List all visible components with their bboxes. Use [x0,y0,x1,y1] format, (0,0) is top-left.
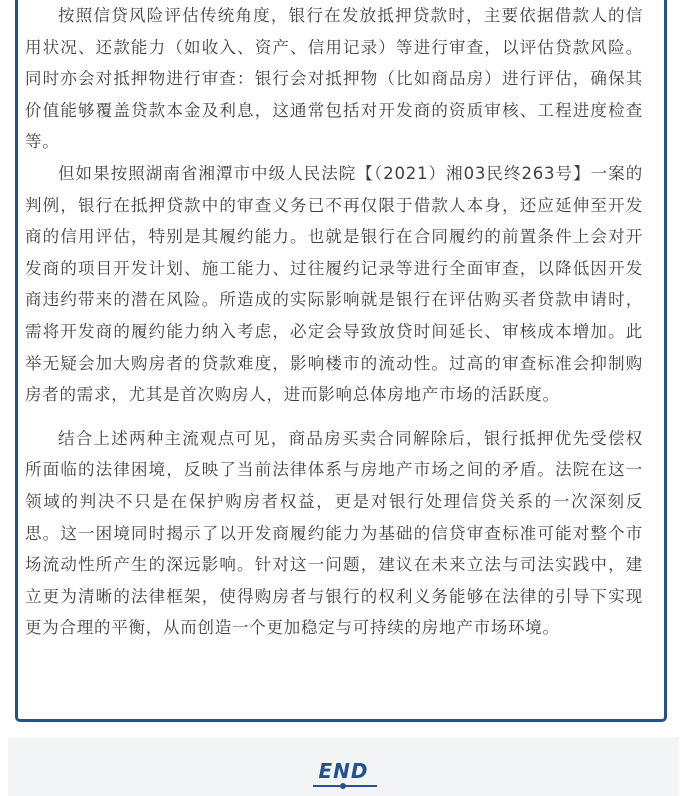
end-label: END [318,759,369,783]
article-body [25,0,643,644]
paragraph-traditional-risk-assessment: 按照信贷风险评估传统角度，银行在发放抵押贷款时，主要依据借款人的信用状况、还款能力（如收入、资产、信用记录）等进行审查，以评估贷款风险。同时亦会对抵押物进行审查：银行会对抵押物（比如商品房）进行评估，确保其价值能够覆盖贷款本金及利息，这通常包括对开发商的资质审核、工程进度检查等。 [25,6,643,152]
end-dot-ornament [340,783,346,789]
paragraph-conclusion: 结合上述两种主流观点可见，商品房买卖合同解除后，银行抵押优先受偿权所面临的法律困境，反映了当前法律体系与房地产市场之间的矛盾。法院在这一领域的判决不只是在保护购房者权益，更是对银行处理信贷关系的一次深刻反思。这一困境同时揭示了以开发商履约能力为基础的信贷审查标准可能对整个市场流动性所产生的深远影响。针对这一问题，建议在未来立法与司法实践中，建立更为清晰的法律框架，使得购房者与银行的权利义务能够在法律的引导下实现更为合理的平衡，从而创造一个更加稳定与可持续的房地产市场环境。 [25,428,643,638]
paragraph-xiangtan-court-case: 但如果按照湖南省湘潭市中级人民法院【（2021）湘03民终263号】一案的判例，银行在抵押贷款中的审查义务已不再仅限于借款人本身，还应延伸至开发商的信用评估，特别是其履约能力。也就是银行在合同履约的前置条件上会对开发商的项目开发计划、施工能力、过往履约记录等进行全面审查，以降低因开发商违约带来的潜在风险。所造成的实际影响就是银行在评估购买者贷款申请时，需将开发商的履约能力纳入考虑，必定会导致放贷时间延长、审核成本增加。此举无疑会加大购房者的贷款难度，影响楼市的流动性。过高的审查标准会抑制购房者的需求，尤其是首次购房人，进而影响总体房地产市场的活跃度。 [25,163,643,405]
end-footer [0,737,687,796]
